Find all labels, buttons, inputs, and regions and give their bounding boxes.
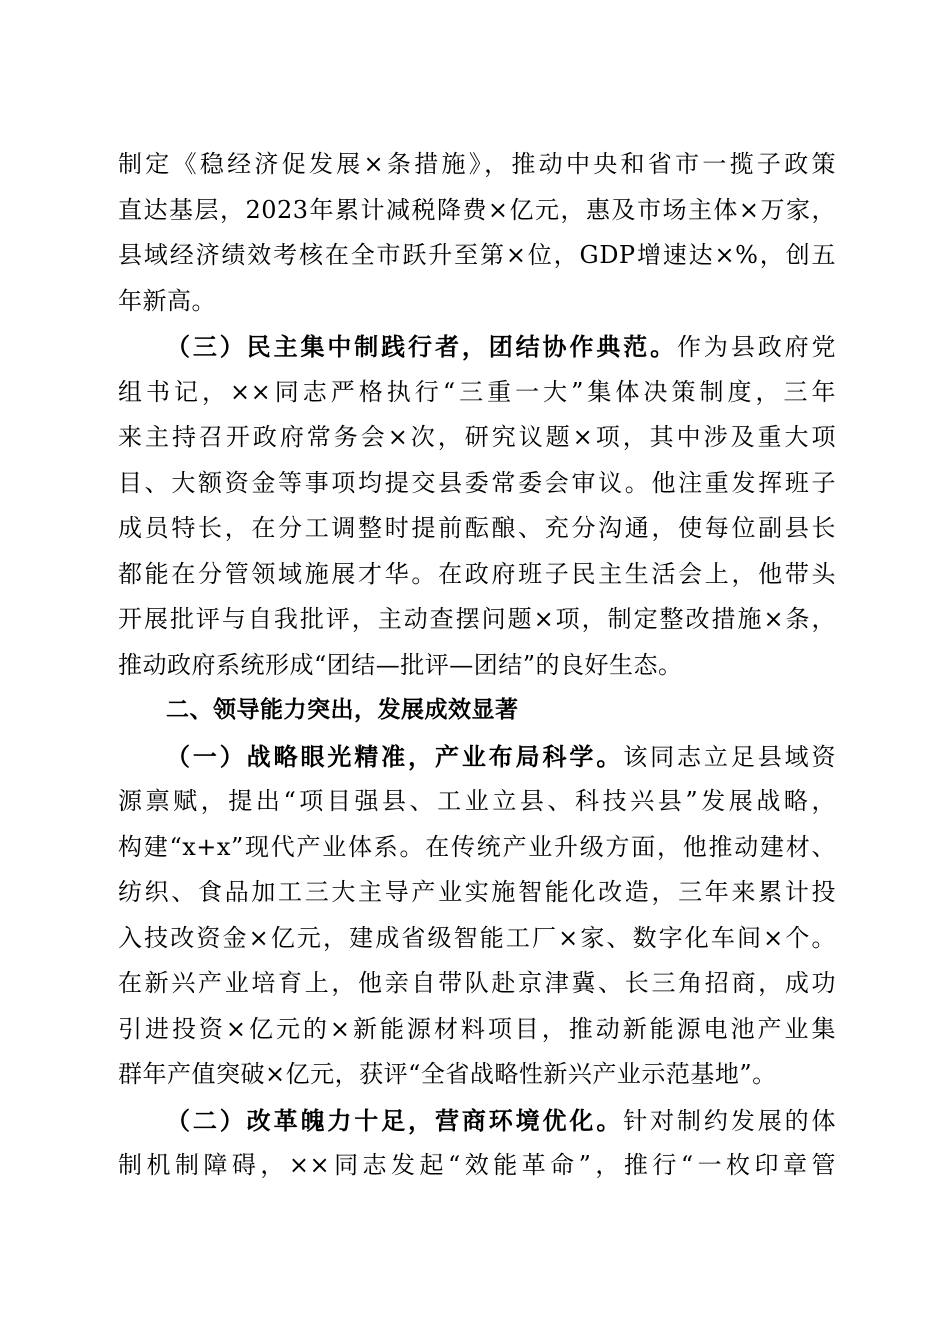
paragraph-text: 针对制约发展的体 xyxy=(623,1106,837,1135)
text-line: 县域经济绩效考核在全市跃升至第×位，GDP增速达×%，创五 xyxy=(118,241,836,269)
paragraph-first-line xyxy=(118,324,836,370)
text-line: 源禀赋，提出“项目强县、工业立县、科技兴县”发展战略， xyxy=(118,787,836,815)
text-line: 制定《稳经济促发展×条措施》，推动中央和省市一揽子政策 xyxy=(118,150,836,178)
paragraph-2 xyxy=(118,324,836,688)
text-line: 年新高。 xyxy=(118,286,216,315)
paragraph-4 xyxy=(118,1098,836,1189)
text-line: 目、大额资金等事项均提交县委常委会审议。他注重发挥班子 xyxy=(118,468,836,497)
paragraph-lead: （三）民主集中制践行者，团结协作典范。 xyxy=(166,332,678,361)
text-line: 引进投资×亿元的×新能源材料项目，推动新能源电池产业集 xyxy=(118,1014,836,1043)
paragraph-text: 作为县政府党 xyxy=(677,333,837,361)
text-line: 构建“x+x”现代产业体系。在传统产业升级方面，他推动建材、 xyxy=(118,832,836,861)
text-line: 开展批评与自我批评，主动查摆问题×项，制定整改措施×条， xyxy=(118,605,836,633)
paragraph-first-line xyxy=(118,734,836,780)
paragraph-first-line xyxy=(118,1098,836,1144)
text-line: 成员特长，在分工调整时提前酝酿、充分沟通，使每位副县长 xyxy=(118,514,836,542)
text-line: 在新兴产业培育上，他亲自带队赴京津冀、长三角招商，成功 xyxy=(118,969,836,997)
text-line: 都能在分管领域施展才华。在政府班子民主生活会上，他带头 xyxy=(118,559,836,588)
text-line: 纺织、食品加工三大主导产业实施智能化改造，三年来累计投 xyxy=(118,878,836,906)
paragraph-lead: （一）战略眼光精准，产业布局科学。 xyxy=(166,741,624,771)
text-line: 群年产值突破×亿元，获评“全省战略性新兴产业示范基地”。 xyxy=(118,1060,777,1088)
text-line: 推动政府系统形成“团结—批评—团结”的良好生态。 xyxy=(118,650,683,679)
text-line: 直达基层，2023年累计减税降费×亿元，惠及市场主体×万家， xyxy=(118,195,836,224)
paragraph-3 xyxy=(118,734,836,1098)
paragraph-1 xyxy=(118,142,836,324)
paragraph-text: 该同志立足县域资 xyxy=(623,742,837,771)
document-body xyxy=(118,142,836,1189)
text-line: 组书记，××同志严格执行“三重一大”集体决策制度，三年 xyxy=(118,377,836,406)
text-line: 制机制障碍，××同志发起“效能革命”，推行“一枚印章管 xyxy=(118,1151,836,1179)
paragraph-lead: （二）改革魄力十足，营商环境优化。 xyxy=(166,1105,624,1135)
section-heading: 二、领导能力突出，发展成效显著 xyxy=(166,697,519,723)
text-line: 来主持召开政府常务会×次，研究议题×项，其中涉及重大项 xyxy=(118,423,836,451)
text-line: 入技改资金×亿元，建成省级智能工厂×家、数字化车间×个。 xyxy=(118,923,836,952)
